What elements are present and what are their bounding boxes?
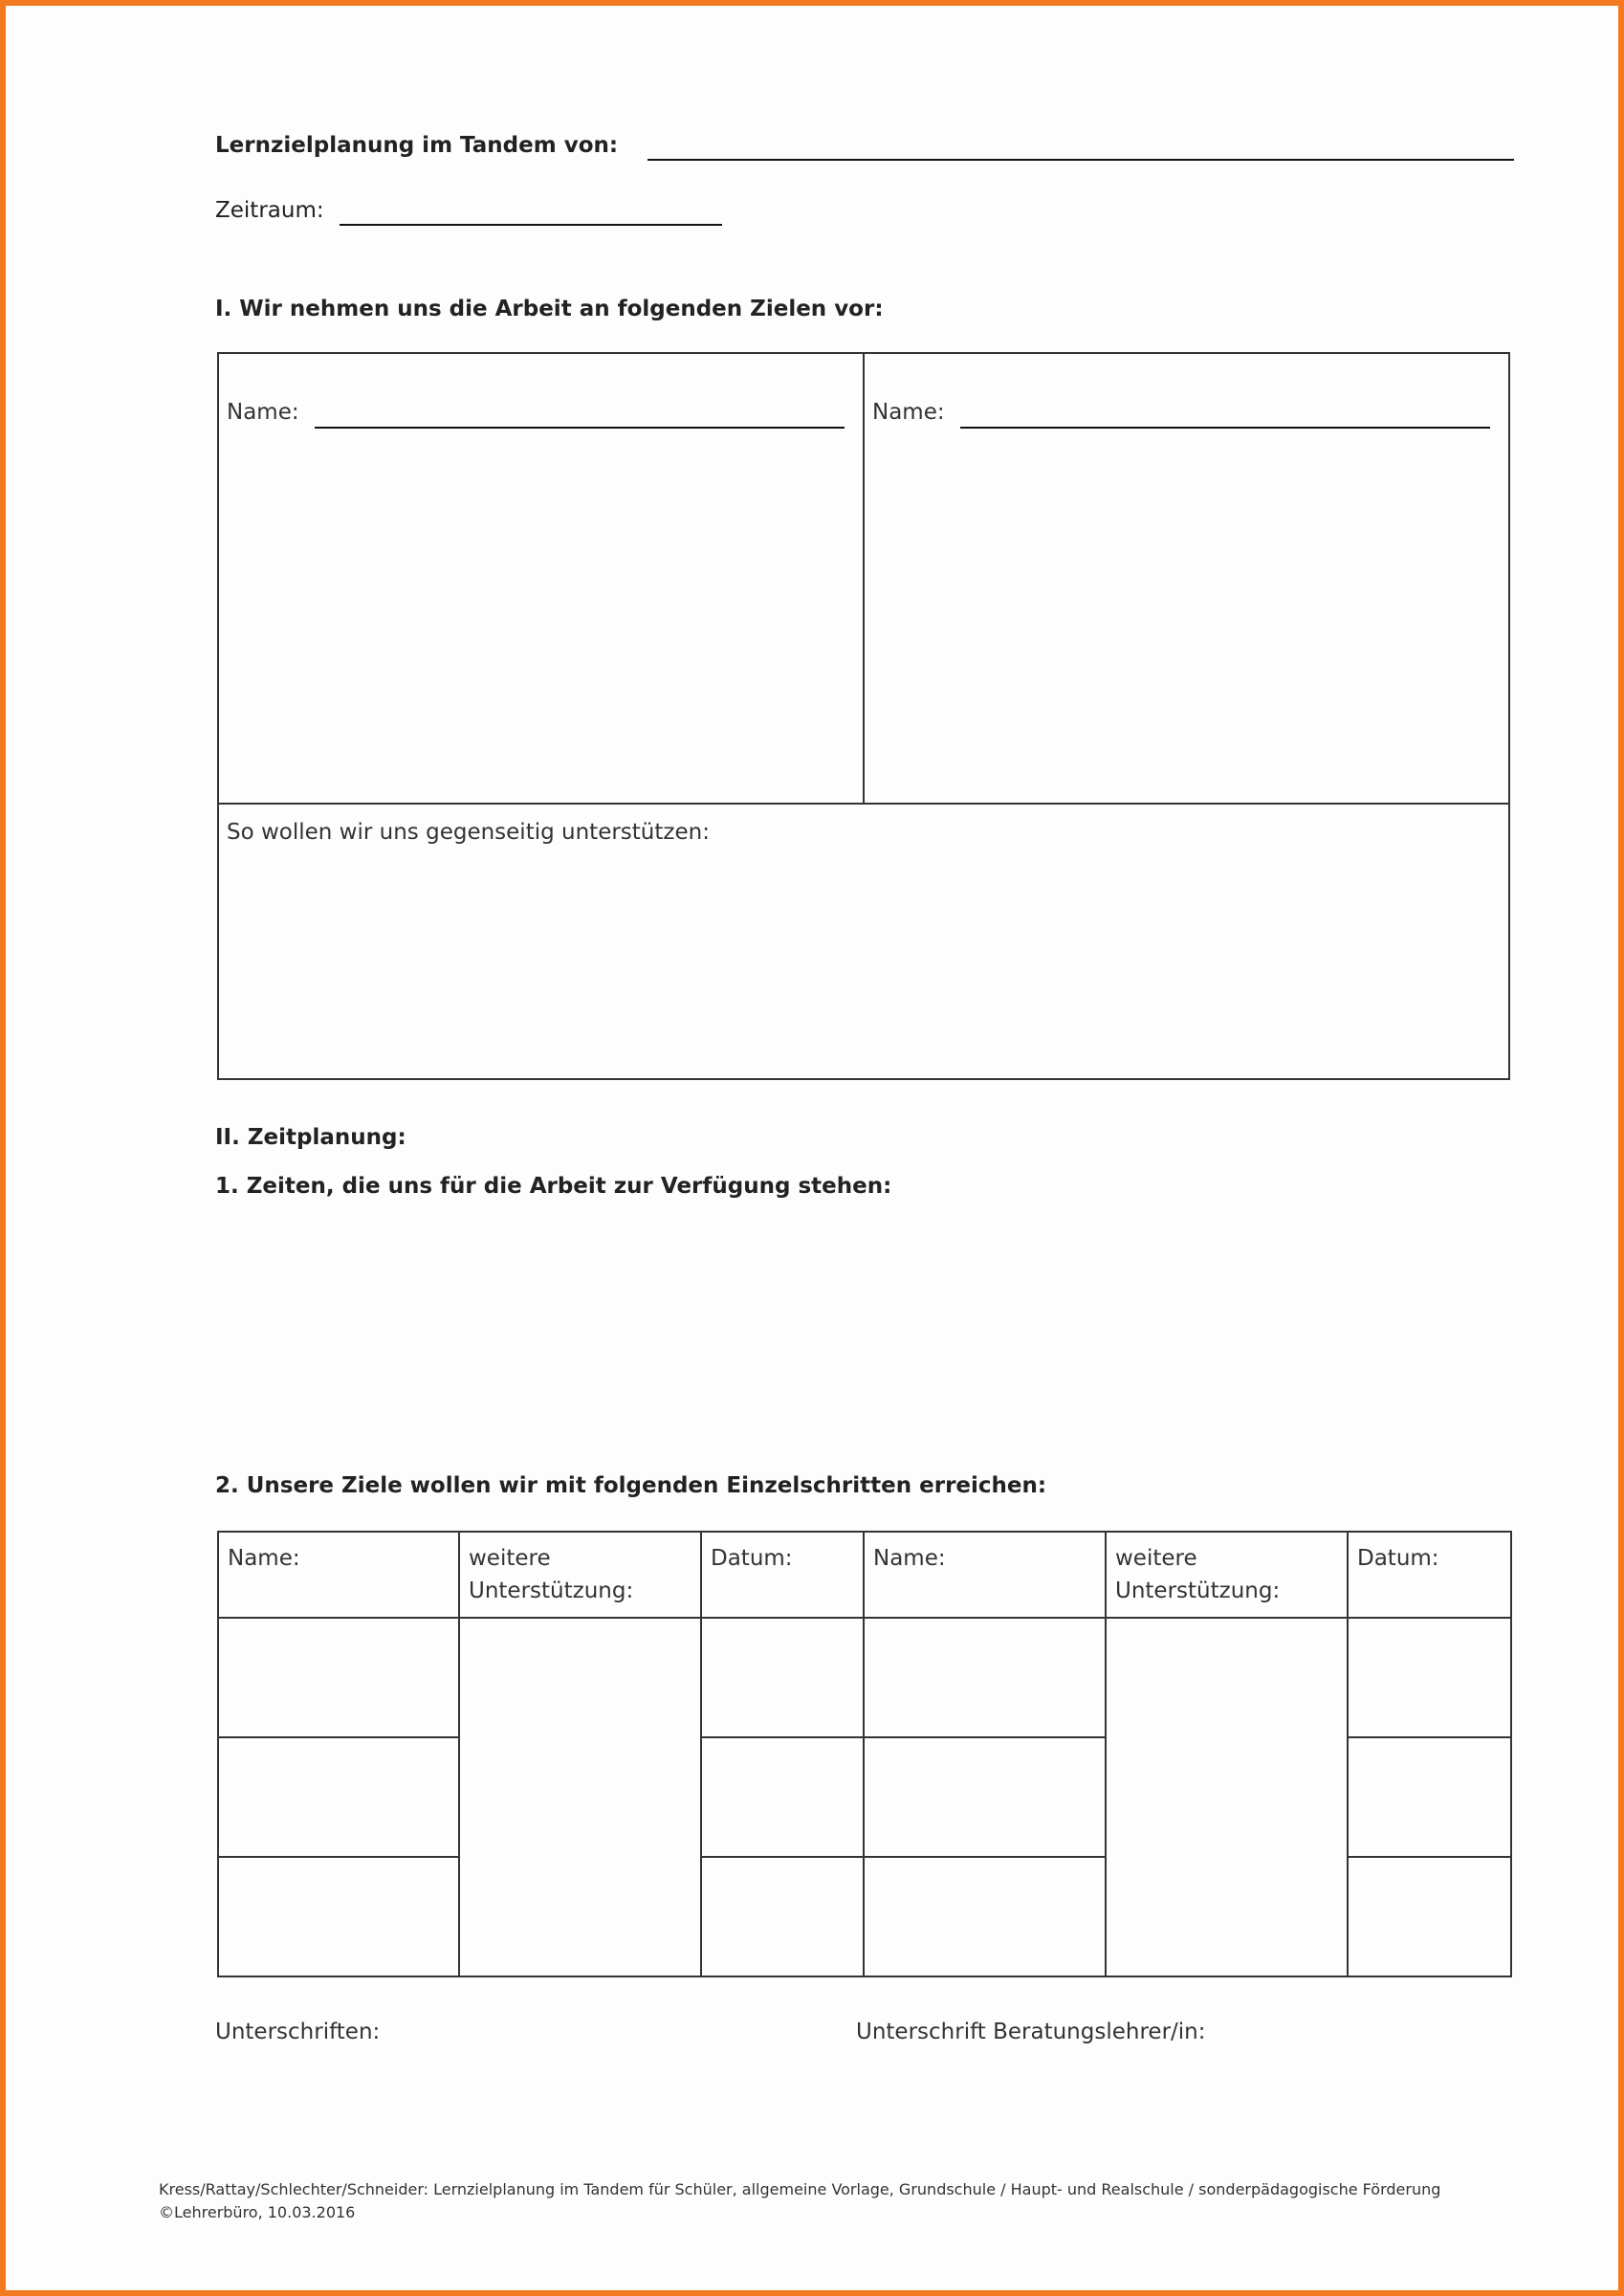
step-cell[interactable] xyxy=(864,1857,1106,1976)
name-line-left[interactable] xyxy=(315,427,845,429)
footer xyxy=(159,2178,1593,2224)
date-cell[interactable] xyxy=(701,1618,864,1737)
section2-sub2: 2. Unsere Ziele wollen wir mit folgenden Einzelschritten erreichen: xyxy=(215,1473,1047,1498)
support-cell[interactable] xyxy=(218,804,1509,1079)
name-label-right: Name: xyxy=(872,400,945,425)
step-cell[interactable] xyxy=(218,1857,459,1976)
name-label-left: Name: xyxy=(227,400,299,425)
support-cell-2[interactable] xyxy=(1106,1618,1348,1976)
step-cell[interactable] xyxy=(864,1618,1106,1737)
header-support-1: weitere Unterstützung: xyxy=(459,1532,701,1618)
footer-credits: Kress/Rattay/Schlechter/Schneider: Lernzielplanung im Tandem für Schüler, allgemeine Vorlage, Grundschule / Haupt- und Realschule / sonderpädagogische Förderung xyxy=(159,2180,1441,2198)
tandem-names-line[interactable] xyxy=(647,159,1514,161)
title-label: Lernzielplanung im Tandem von: xyxy=(215,133,619,158)
name-line-right[interactable] xyxy=(960,427,1490,429)
date-cell[interactable] xyxy=(1348,1737,1511,1857)
date-cell[interactable] xyxy=(701,1737,864,1857)
section2-sub1: 1. Zeiten, die uns für die Arbeit zur Verfügung stehen: xyxy=(215,1174,892,1199)
date-cell[interactable] xyxy=(1348,1857,1511,1976)
step-cell[interactable] xyxy=(218,1737,459,1857)
header-name-1: Name: xyxy=(218,1532,459,1618)
header-date-1: Datum: xyxy=(701,1532,864,1618)
period-line[interactable] xyxy=(340,224,722,226)
goals-table xyxy=(217,352,1510,1080)
support-cell-1[interactable] xyxy=(459,1618,701,1976)
goal-cell-right[interactable] xyxy=(864,353,1509,804)
counselor-signature-label: Unterschrift Beratungslehrer/in: xyxy=(856,2020,1206,2044)
goal-cell-left[interactable] xyxy=(218,353,864,804)
signatures-label: Unterschriften: xyxy=(215,2020,381,2044)
footer-copyright: ©Lehrerbüro, 10.03.2016 xyxy=(159,2203,356,2221)
steps-table xyxy=(217,1531,1512,1977)
header-name-2: Name: xyxy=(864,1532,1106,1618)
step-cell[interactable] xyxy=(864,1737,1106,1857)
period-label: Zeitraum: xyxy=(215,198,324,223)
section2-heading: II. Zeitplanung: xyxy=(215,1125,406,1150)
section1-heading: I. Wir nehmen uns die Arbeit an folgenden Zielen vor: xyxy=(215,297,884,321)
date-cell[interactable] xyxy=(1348,1618,1511,1737)
header-support-2: weitere Unterstützung: xyxy=(1106,1532,1348,1618)
support-label: So wollen wir uns gegenseitig unterstützen: xyxy=(227,820,710,845)
step-cell[interactable] xyxy=(218,1618,459,1737)
header-date-2: Datum: xyxy=(1348,1532,1511,1618)
date-cell[interactable] xyxy=(701,1857,864,1976)
